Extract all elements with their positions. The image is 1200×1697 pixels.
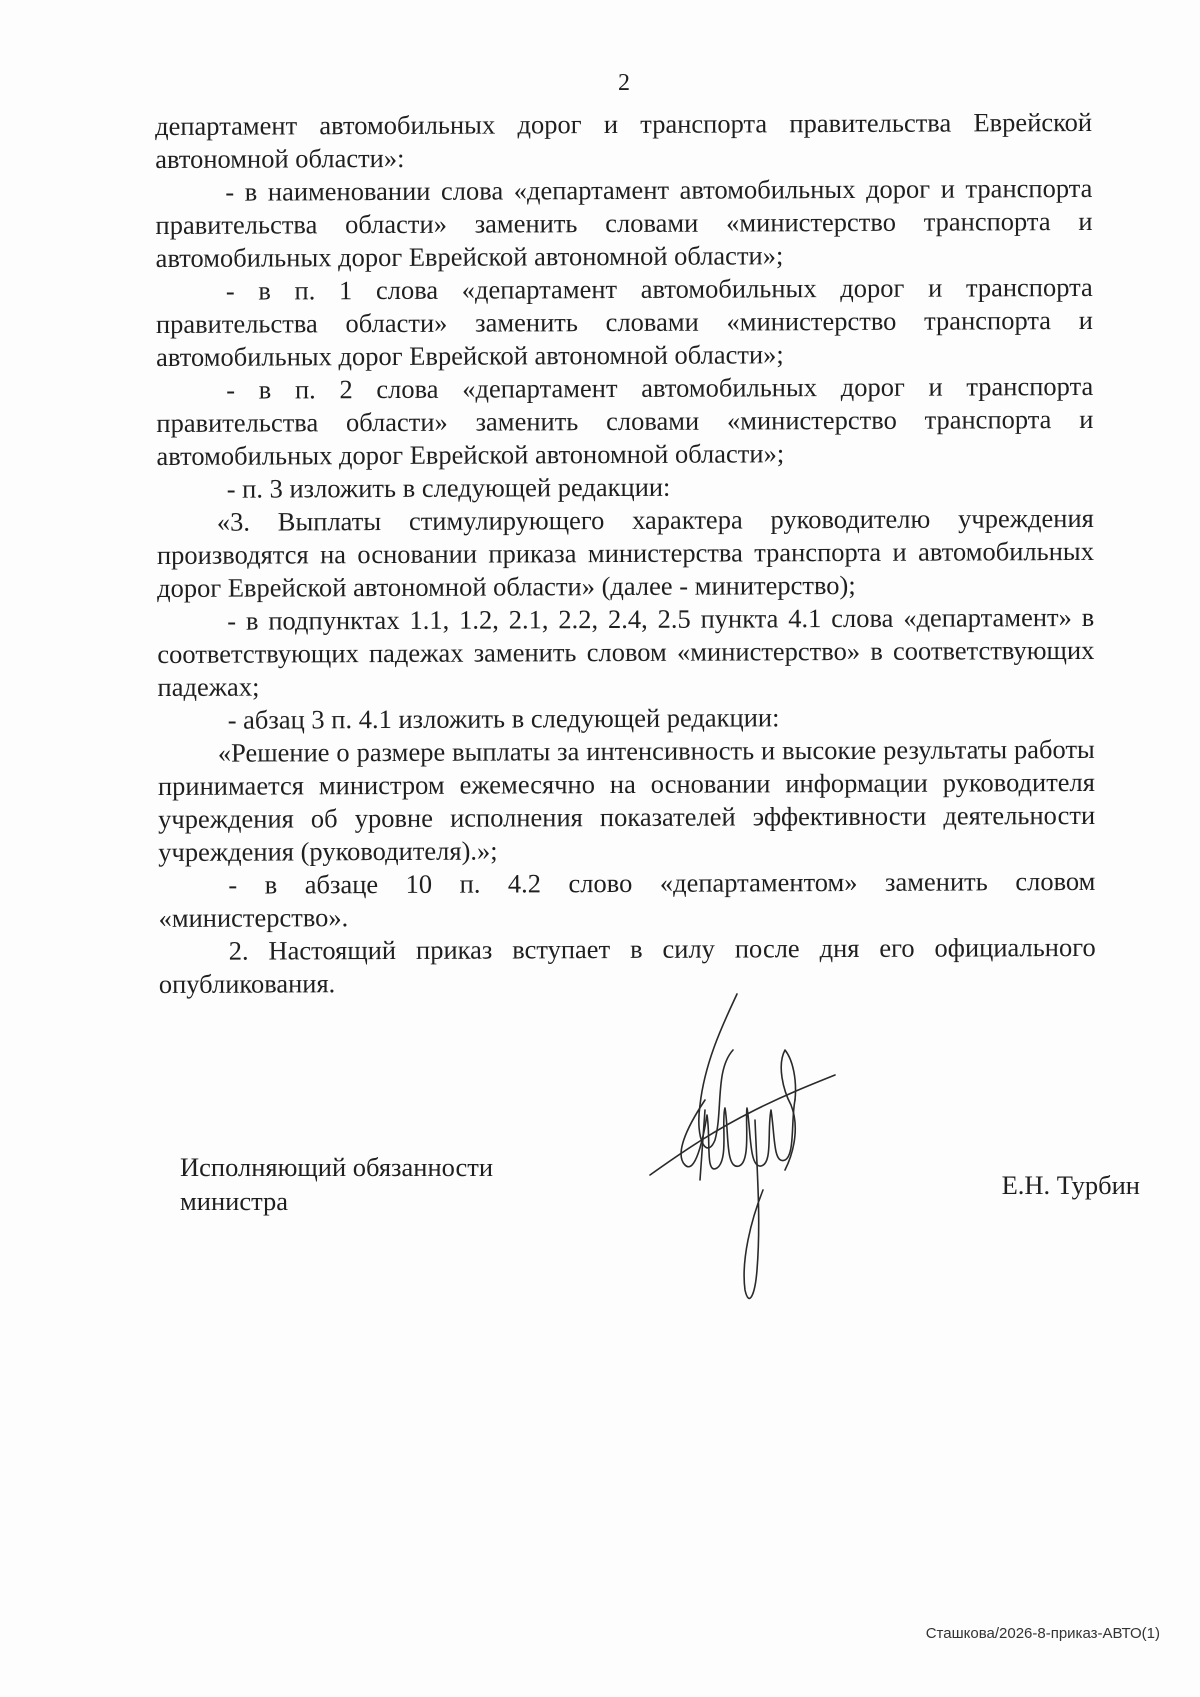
paragraph-p3-new-text: «3. Выплаты стимулирующего характера руководителю учреждения производятся на основании приказа министерства транспорта и автомобильных дорог Еврейской автономной области» (далее - минитерство); (156, 502, 1094, 603)
paragraph-intro: департамент автомобильных дорог и транспорта правительства Еврейской автономной области»: (155, 106, 1093, 174)
paragraph-4-1-new-text: «Решение о размере выплаты за интенсивность и высокие результаты работы принимается министром ежемесячно на основании информации руководителя учреждения об уровне исполнения показателей эффективности деятельности учреждения (руководителя).»; (157, 733, 1096, 867)
paragraph-amend-p3-intro: - п. 3 изложить в следующей редакции: (226, 471, 671, 504)
document-code: Сташкова/2026-8-приказ-АВТО(1) (925, 1625, 1160, 1642)
document-body (155, 106, 1096, 1001)
handwritten-signature (645, 990, 845, 1315)
paragraph-amend-title: - в наименовании слова «департамент автомобильных дорог и транспорта правительства области» заменить словами «министерство транспорта и автомобильных дорог Еврейской автономной области»; (155, 172, 1093, 273)
paragraph-effective-date: 2. Настоящий приказ вступает в силу после дня его официального опубликования. (158, 931, 1096, 999)
signer-title-line1: Исполняющий обязанности (180, 1152, 494, 1182)
paragraph-amend-subitems: - в подпунктах 1.1, 1.2, 2.1, 2.2, 2.4, 2.5 пункта 4.1 слова «департамент» в соответствующих падежах заменить словом «министерство» в соответствующих падежах; (157, 601, 1095, 702)
paragraph-amend-4-2: - в абзаце 10 п. 4.2 слово «департаментом» заменить словом «министерство». (158, 865, 1096, 933)
paragraph-amend-p1: - в п. 1 слова «департамент автомобильных дорог и транспорта правительства области» заменить словами «министерство транспорта и автомобильных дорог Еврейской автономной области»; (155, 271, 1093, 372)
signer-title-line2: министра (180, 1186, 288, 1216)
paragraph-amend-4-1-intro: - абзац 3 п. 4.1 изложить в следующей редакции: (227, 702, 780, 735)
signer-title (180, 1150, 493, 1218)
page-number: 2 (618, 70, 630, 96)
signer-name: Е.Н. Турбин (1001, 1170, 1140, 1200)
paragraph-amend-p2: - в п. 2 слова «департамент автомобильных дорог и транспорта правительства области» заменить словами «министерство транспорта и автомобильных дорог Еврейской автономной области»; (156, 370, 1094, 471)
